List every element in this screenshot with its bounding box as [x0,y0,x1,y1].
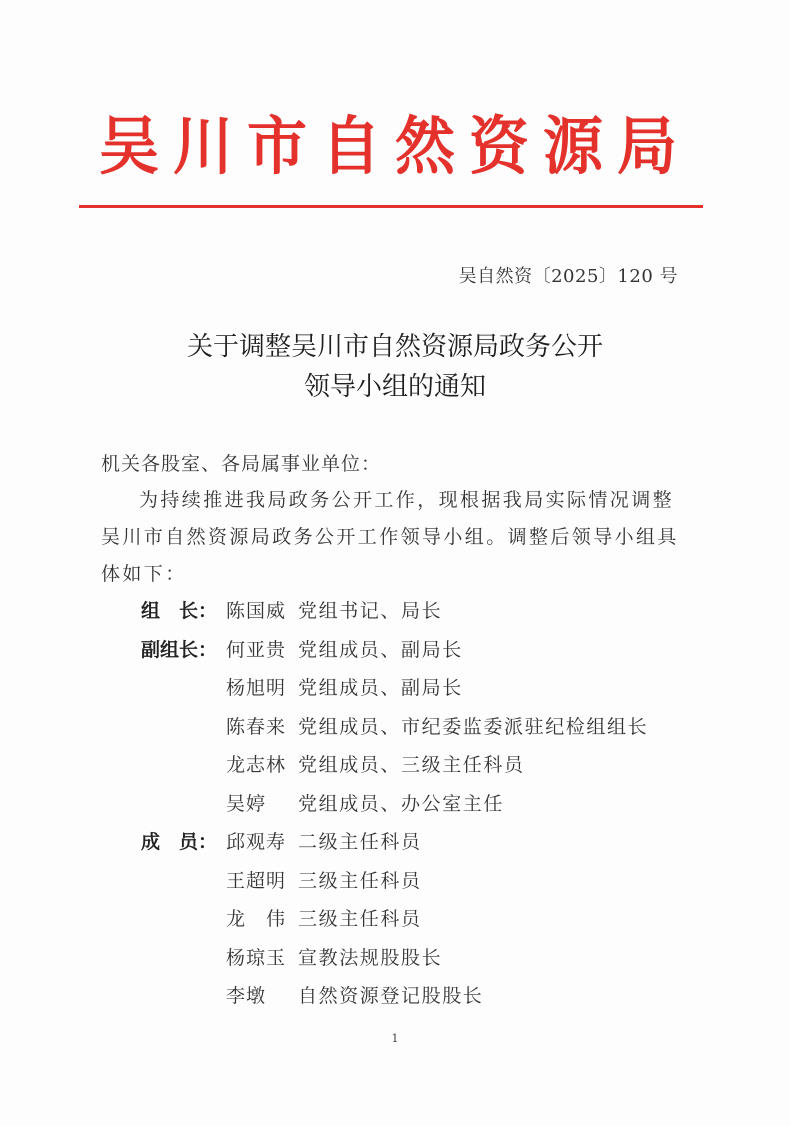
member-position: 党组成员、市纪委监委派驻纪检组组长 [298,715,649,738]
member-role-label: 副组长： [141,638,218,661]
member-name: 陈春来 [226,715,287,738]
member-position: 宣教法规股股长 [298,946,443,969]
member-position: 党组书记、局长 [298,600,443,622]
member-name: 杨旭明 [226,677,287,699]
document-number: 吴自然资〔2025〕120 号 [458,266,678,287]
page-number: 1 [391,1032,399,1045]
member-position: 党组成员、三级主任科员 [298,754,525,776]
member-position: 党组成员、办公室主任 [298,792,505,815]
member-name: 何亚贵 [226,638,287,661]
member-name: 邱观寿 [226,831,287,853]
issuing-authority-header: 吴川市自然资源局 [99,110,691,184]
member-row [0,673,790,711]
member-row [0,827,790,865]
member-position: 三级主任科员 [298,869,422,892]
addressee: 机关各股室、各局属事业单位： [101,453,382,475]
member-name: 龙 伟 [226,908,287,930]
member-name: 王超明 [226,869,287,892]
member-position: 二级主任科员 [298,831,422,853]
member-row [0,866,790,904]
member-role-label: 组 长： [141,600,218,622]
member-name: 陈国威 [226,600,287,622]
member-row [0,981,790,1019]
document-title-line-1: 关于调整吴川市自然资源局政务公开 [186,332,603,362]
member-name: 李墩 [226,985,267,1007]
member-position: 党组成员、副局长 [298,677,463,699]
member-row [0,596,790,634]
body-paragraph: 为持续推进我局政务公开工作，现根据我局实际情况调整吴川市自然资源局政务公开工作领导小组。调整后领导小组具体如下： [101,489,679,585]
member-name: 吴婷 [226,792,267,815]
document-title [0,327,790,407]
member-name: 龙志林 [226,754,287,776]
member-position: 党组成员、副局长 [298,638,463,661]
member-name: 杨琼玉 [226,946,287,969]
member-row [0,750,790,788]
document-title-line-2: 领导小组的通知 [303,372,486,402]
member-row [0,789,790,827]
member-row [0,904,790,942]
member-position: 三级主任科员 [298,908,422,930]
member-role-label: 成 员： [141,831,218,853]
header-red-rule [79,205,703,208]
member-row [0,635,790,673]
member-row [0,712,790,750]
member-row [0,943,790,981]
member-position: 自然资源登记股股长 [298,985,484,1007]
